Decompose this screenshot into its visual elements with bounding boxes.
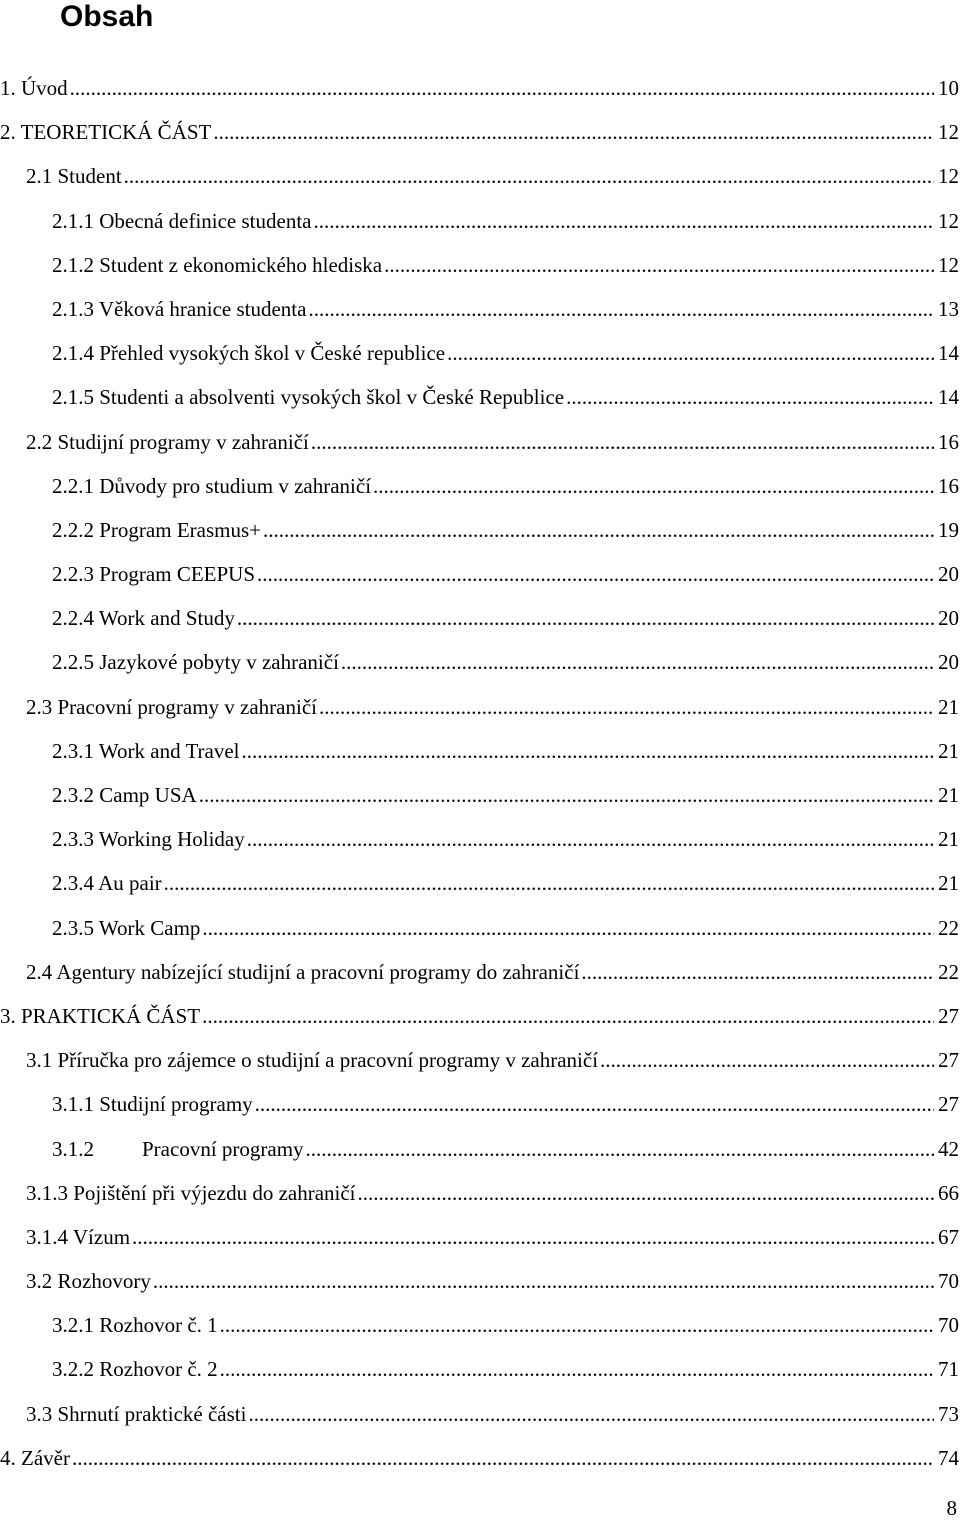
toc-entry-label: 2.3 Pracovní programy v zahraničí: [26, 694, 317, 719]
toc-entry-label: 2.3.2 Camp USA: [52, 783, 197, 807]
toc-entry-page: 27: [938, 1048, 959, 1073]
toc-entry-page: 71: [938, 1357, 959, 1382]
toc-leader-dots: [384, 243, 934, 287]
toc-leader-dots: [202, 994, 934, 1038]
toc-entry-page: 73: [938, 1401, 959, 1426]
toc-leader-dots: [247, 817, 934, 861]
toc-entry-label: 3.2.1 Rozhovor č. 1: [52, 1313, 218, 1338]
toc-entry-page: 27: [938, 1003, 959, 1028]
toc-entry-page: 13: [938, 296, 959, 321]
toc-entry-page: 20: [938, 650, 959, 675]
toc-entry-page: 14: [938, 341, 959, 366]
toc-entry-page: 12: [938, 164, 959, 189]
toc-entry-page: 67: [938, 1224, 959, 1249]
toc-entry-page: 21: [938, 738, 959, 763]
toc-entry-page: 22: [938, 959, 959, 984]
toc-entry[interactable]: [0, 773, 960, 817]
toc-entry-label: 3.1.3 Pojištění při výjezdu do zahraničí: [26, 1180, 356, 1205]
toc-entry-page: 16: [938, 429, 959, 454]
toc-entry-page: 74: [938, 1445, 959, 1470]
toc-entry[interactable]: [0, 110, 960, 154]
toc-entry-page: 22: [938, 915, 959, 940]
toc-entry[interactable]: [0, 420, 960, 464]
toc-entry[interactable]: [0, 243, 960, 287]
toc-leader-dots: [237, 596, 934, 640]
toc-entry-page: 12: [938, 208, 959, 233]
toc-entry[interactable]: [0, 1303, 960, 1347]
toc-leader-dots: [306, 1127, 934, 1171]
toc-entry[interactable]: [0, 861, 960, 905]
toc-leader-dots: [255, 1082, 934, 1126]
toc-entry[interactable]: [0, 199, 960, 243]
toc-leader-dots: [132, 1215, 934, 1259]
toc-leader-dots: [263, 508, 934, 552]
toc-leader-dots: [220, 1303, 934, 1347]
toc-entry-page: 27: [938, 1092, 959, 1117]
toc-entry-label: 3.2.2 Rozhovor č. 2: [52, 1357, 218, 1382]
toc-leader-dots: [164, 861, 934, 905]
toc-leader-dots: [600, 1038, 934, 1082]
toc-entry-label: 1. Úvod: [0, 76, 68, 100]
toc-entry-label: 2.3.4 Au pair: [52, 871, 162, 896]
toc-entry-page: 16: [938, 473, 959, 498]
toc-leader-dots: [199, 773, 934, 817]
toc-leader-dots: [341, 640, 934, 684]
toc-leader-dots: [314, 199, 935, 243]
page-title: Obsah: [60, 0, 154, 33]
toc-entry-label: 3.1.1 Studijní programy: [52, 1092, 253, 1117]
toc-entry-label: 2.1 Student: [26, 164, 122, 189]
toc-entry-label: 2.2.2 Program Erasmus+: [52, 517, 261, 542]
toc-leader-dots: [308, 287, 934, 331]
toc-entry-label: 2.1.4 Přehled vysokých škol v České republice: [52, 341, 446, 366]
toc-leader-dots: [72, 1436, 934, 1480]
toc-entry-page: 12: [938, 120, 959, 145]
toc-entry-label: 2.2.1 Důvody pro studium v zahraničí: [52, 473, 372, 498]
toc-entry-page: 66: [938, 1180, 959, 1205]
toc-entry[interactable]: [0, 950, 960, 994]
table-of-contents: [0, 66, 960, 1480]
toc-entry[interactable]: [0, 640, 960, 684]
toc-entry-label: 2.3.3 Working Holiday: [52, 827, 245, 852]
toc-leader-dots: [319, 685, 934, 729]
toc-entry[interactable]: [0, 1127, 960, 1171]
toc-leader-dots: [242, 729, 934, 773]
toc-entry[interactable]: [0, 287, 960, 331]
toc-entry-label: 2. TEORETICKÁ ČÁST: [0, 120, 212, 145]
toc-entry[interactable]: [0, 906, 960, 950]
toc-entry-label: 2.1.5 Studenti a absolventi vysokých škol v České Republice: [52, 385, 565, 410]
toc-leader-dots: [447, 331, 934, 375]
toc-entry[interactable]: [0, 685, 960, 729]
toc-entry[interactable]: [0, 1038, 960, 1082]
toc-leader-dots: [124, 154, 934, 198]
toc-leader-dots: [70, 66, 934, 110]
toc-entry[interactable]: [0, 1347, 960, 1391]
toc-entry-page: 21: [938, 694, 959, 719]
toc-entry-label: 2.4 Agentury nabízející studijní a pracovní programy do zahraničí: [26, 959, 580, 984]
toc-leader-dots: [202, 906, 934, 950]
toc-entry-page: 70: [938, 1269, 959, 1294]
toc-entry[interactable]: [0, 375, 960, 419]
toc-entry[interactable]: [0, 1392, 960, 1436]
toc-leader-dots: [213, 110, 934, 154]
toc-entry-page: 20: [938, 562, 959, 587]
toc-entry-label: 4. Závěr: [0, 1445, 70, 1470]
toc-entry-label: 2.1.3 Věková hranice studenta: [52, 296, 307, 321]
toc-entry-label: 2.3.5 Work Camp: [52, 915, 201, 940]
toc-entry-page: 10: [938, 76, 959, 100]
toc-entry-label: 3. PRAKTICKÁ ČÁST: [0, 1003, 201, 1028]
toc-leader-dots: [581, 950, 934, 994]
toc-entry[interactable]: [0, 508, 960, 552]
toc-entry-label: 3.2 Rozhovory: [26, 1269, 151, 1294]
toc-entry[interactable]: [0, 552, 960, 596]
toc-entry-label: 2.3.1 Work and Travel: [52, 738, 240, 763]
toc-entry-page: 14: [938, 385, 959, 410]
toc-leader-dots: [153, 1259, 934, 1303]
toc-leader-dots: [257, 552, 934, 596]
toc-entry-page: 21: [938, 871, 959, 896]
toc-leader-dots: [248, 1392, 934, 1436]
toc-entry-page: 42: [938, 1136, 959, 1161]
toc-entry-page: 21: [938, 827, 959, 852]
toc-leader-dots: [311, 420, 934, 464]
toc-entry-label: 3.1 Příručka pro zájemce o studijní a pracovní programy v zahraničí: [26, 1048, 599, 1073]
toc-entry[interactable]: [0, 729, 960, 773]
page-number: 8: [946, 1496, 957, 1520]
toc-entry[interactable]: [0, 596, 960, 640]
toc-entry[interactable]: [0, 1082, 960, 1126]
toc-entry-label: 2.1.1 Obecná definice studenta: [52, 208, 312, 233]
toc-entry-label: 2.2.3 Program CEEPUS: [52, 562, 256, 587]
toc-entry[interactable]: [0, 464, 960, 508]
toc-entry-page: 19: [938, 517, 959, 542]
toc-entry-page: 70: [938, 1313, 959, 1338]
toc-entry-label: 2.2.5 Jazykové pobyty v zahraničí: [52, 650, 339, 675]
toc-entry-label: 2.2.4 Work and Study: [52, 606, 235, 631]
toc-entry[interactable]: [0, 66, 960, 110]
toc-entry-label: 3.3 Shrnutí praktické části: [26, 1401, 247, 1426]
toc-leader-dots: [373, 464, 934, 508]
toc-entry[interactable]: [0, 1436, 960, 1480]
toc-entry-label: 3.1.4 Vízum: [26, 1224, 131, 1249]
toc-leader-dots: [566, 375, 934, 419]
toc-entry-label: 2.1.2 Student z ekonomického hlediska: [52, 252, 383, 277]
toc-entry[interactable]: [0, 1259, 960, 1303]
toc-leader-dots: [358, 1171, 934, 1215]
toc-entry[interactable]: [0, 994, 960, 1038]
toc-entry-number: 3.1.2: [52, 1136, 94, 1161]
toc-entry-page: 12: [938, 252, 959, 277]
toc-entry[interactable]: [0, 154, 960, 198]
toc-entry-label: 2.2 Studijní programy v zahraničí: [26, 429, 309, 454]
toc-entry-label: [52, 1127, 306, 1171]
toc-entry-text: Pracovní programy: [142, 1136, 304, 1161]
toc-entry[interactable]: [0, 1171, 960, 1215]
toc-entry[interactable]: [0, 1215, 960, 1259]
toc-entry-page: 21: [938, 783, 959, 807]
toc-leader-dots: [220, 1347, 934, 1391]
toc-entry-page: 20: [938, 606, 959, 631]
toc-entry[interactable]: [0, 331, 960, 375]
toc-entry[interactable]: [0, 817, 960, 861]
